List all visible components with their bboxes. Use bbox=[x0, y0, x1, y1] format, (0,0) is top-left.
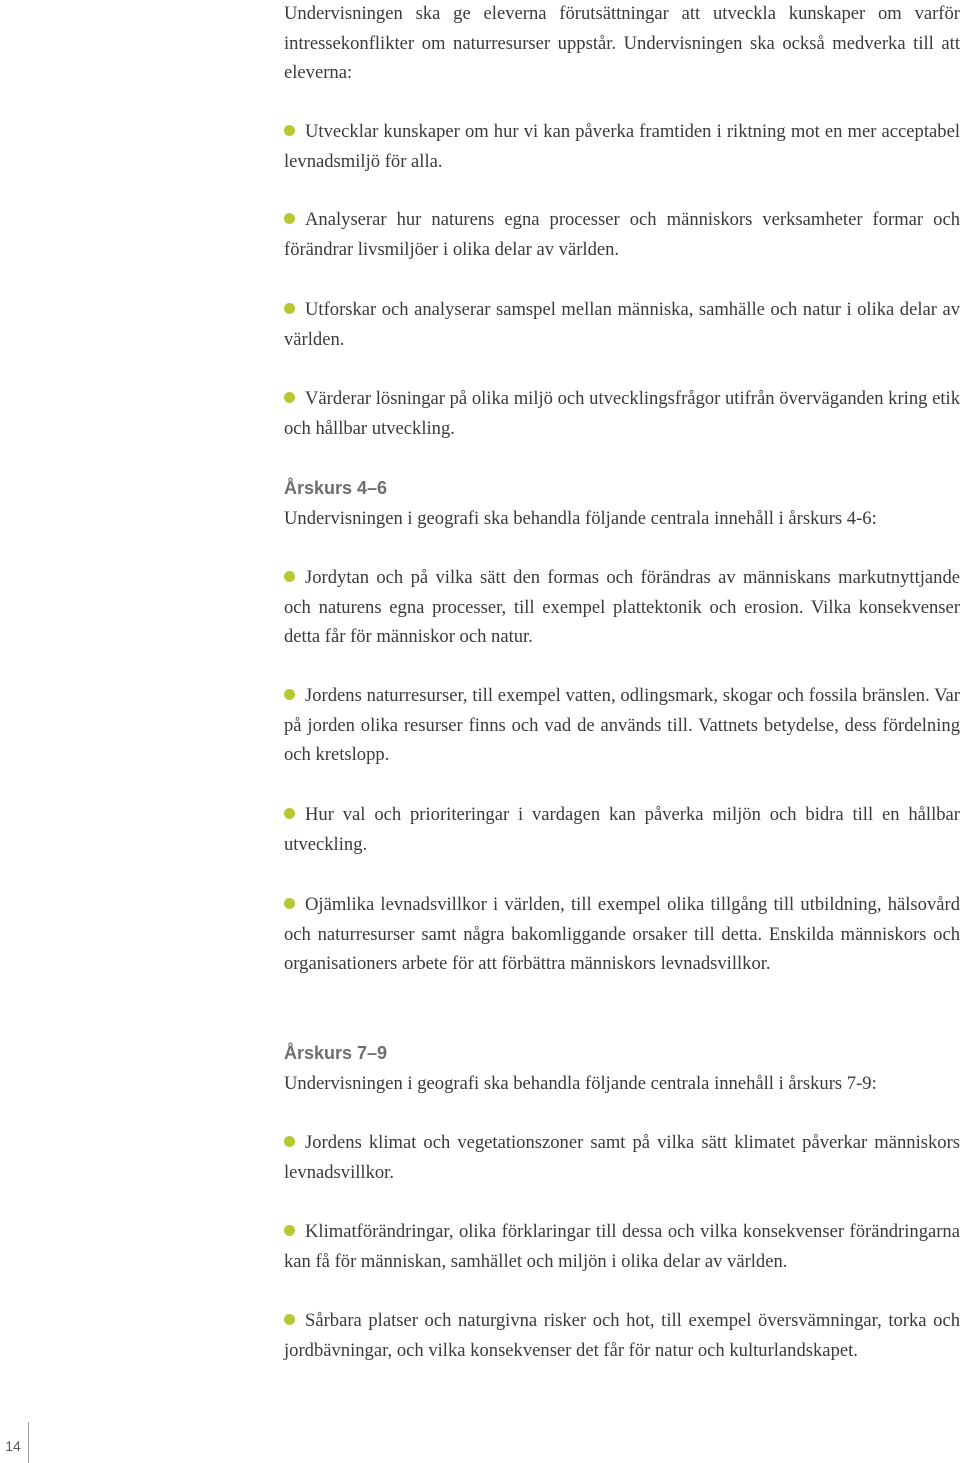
section-intro-4-6: Undervisningen i geografi ska behandla följande centrala innehåll i årskurs 4-6: bbox=[284, 508, 877, 529]
list-item: Utforskar och analyserar samspel mellan människa, samhälle och natur i olika delar av världen. bbox=[284, 299, 960, 350]
bullet-dot-icon bbox=[284, 392, 295, 403]
page-number: 14 bbox=[5, 1438, 21, 1454]
bullet-dot-icon bbox=[284, 1136, 295, 1147]
bullet-dot-icon bbox=[284, 1225, 295, 1236]
bullet-dot-icon bbox=[284, 808, 295, 819]
section-heading-4-6: Årskurs 4–6 bbox=[284, 478, 388, 498]
bullet-dot-icon bbox=[284, 1314, 295, 1325]
bullet-dot-icon bbox=[284, 303, 295, 314]
bullet-dot-icon bbox=[284, 571, 295, 582]
list-item: Sårbara platser och naturgivna risker och hot, till exempel översvämningar, torka och jordbävningar, och vilka konsekvenser det får för natur och kulturlandskapet. bbox=[284, 1310, 960, 1361]
list-item: Värderar lösningar på olika miljö och utvecklingsfrågor utifrån överväganden kring etik och hållbar utveckling. bbox=[284, 388, 960, 439]
page-number-divider bbox=[28, 1422, 29, 1463]
list-item: Hur val och prioriteringar i vardagen kan påverka miljön och bidra till en hållbar utveckling. bbox=[284, 804, 960, 855]
section-heading-7-9: Årskurs 7–9 bbox=[284, 1043, 388, 1063]
list-item: Klimatförändringar, olika förklaringar till dessa och vilka konsekvenser förändringarna kan få för människan, samhället och miljön i olika delar av världen. bbox=[284, 1221, 960, 1272]
bullet-dot-icon bbox=[284, 125, 295, 136]
list-item: Jordens klimat och vegetationszoner samt på vilka sätt klimatet påverkar människors levnadsvillkor. bbox=[284, 1132, 960, 1183]
list-item: Ojämlika levnadsvillkor i världen, till exempel olika tillgång till utbildning, hälsovård och naturresurser samt några bakomliggande orsaker till detta. Enskilda människors och organisationers arbete för att förbättra människors levnadsvillkor. bbox=[284, 894, 960, 974]
section-intro-7-9: Undervisningen i geografi ska behandla följande centrala innehåll i årskurs 7-9: bbox=[284, 1073, 877, 1094]
list-item: Utvecklar kunskaper om hur vi kan påverka framtiden i riktning mot en mer acceptabel levnadsmiljö för alla. bbox=[284, 121, 960, 172]
list-item: Jordens naturresurser, till exempel vatten, odlingsmark, skogar och fossila bränslen. Var på jorden olika resurser finns och vad de används till. Vattnets betydelse, dess fördelning och kretslopp. bbox=[284, 685, 960, 765]
list-item: Jordytan och på vilka sätt den formas och förändras av människans markutnyttjande och naturens egna processer, till exempel plattektonik och erosion. Vilka konsekvenser detta får för människor och natur. bbox=[284, 567, 960, 647]
list-item: Analyserar hur naturens egna processer och människors verksamheter formar och förändrar livsmiljöer i olika delar av världen. bbox=[284, 209, 960, 260]
bullet-dot-icon bbox=[284, 213, 295, 224]
bullet-dot-icon bbox=[284, 898, 295, 909]
intro-paragraph: Undervisningen ska ge eleverna förutsättningar att utveckla kunskaper om varför intressekonflikter om naturresurser uppstår. Undervisningen ska också medverka till att eleverna: bbox=[284, 3, 960, 83]
bullet-dot-icon bbox=[284, 689, 295, 700]
